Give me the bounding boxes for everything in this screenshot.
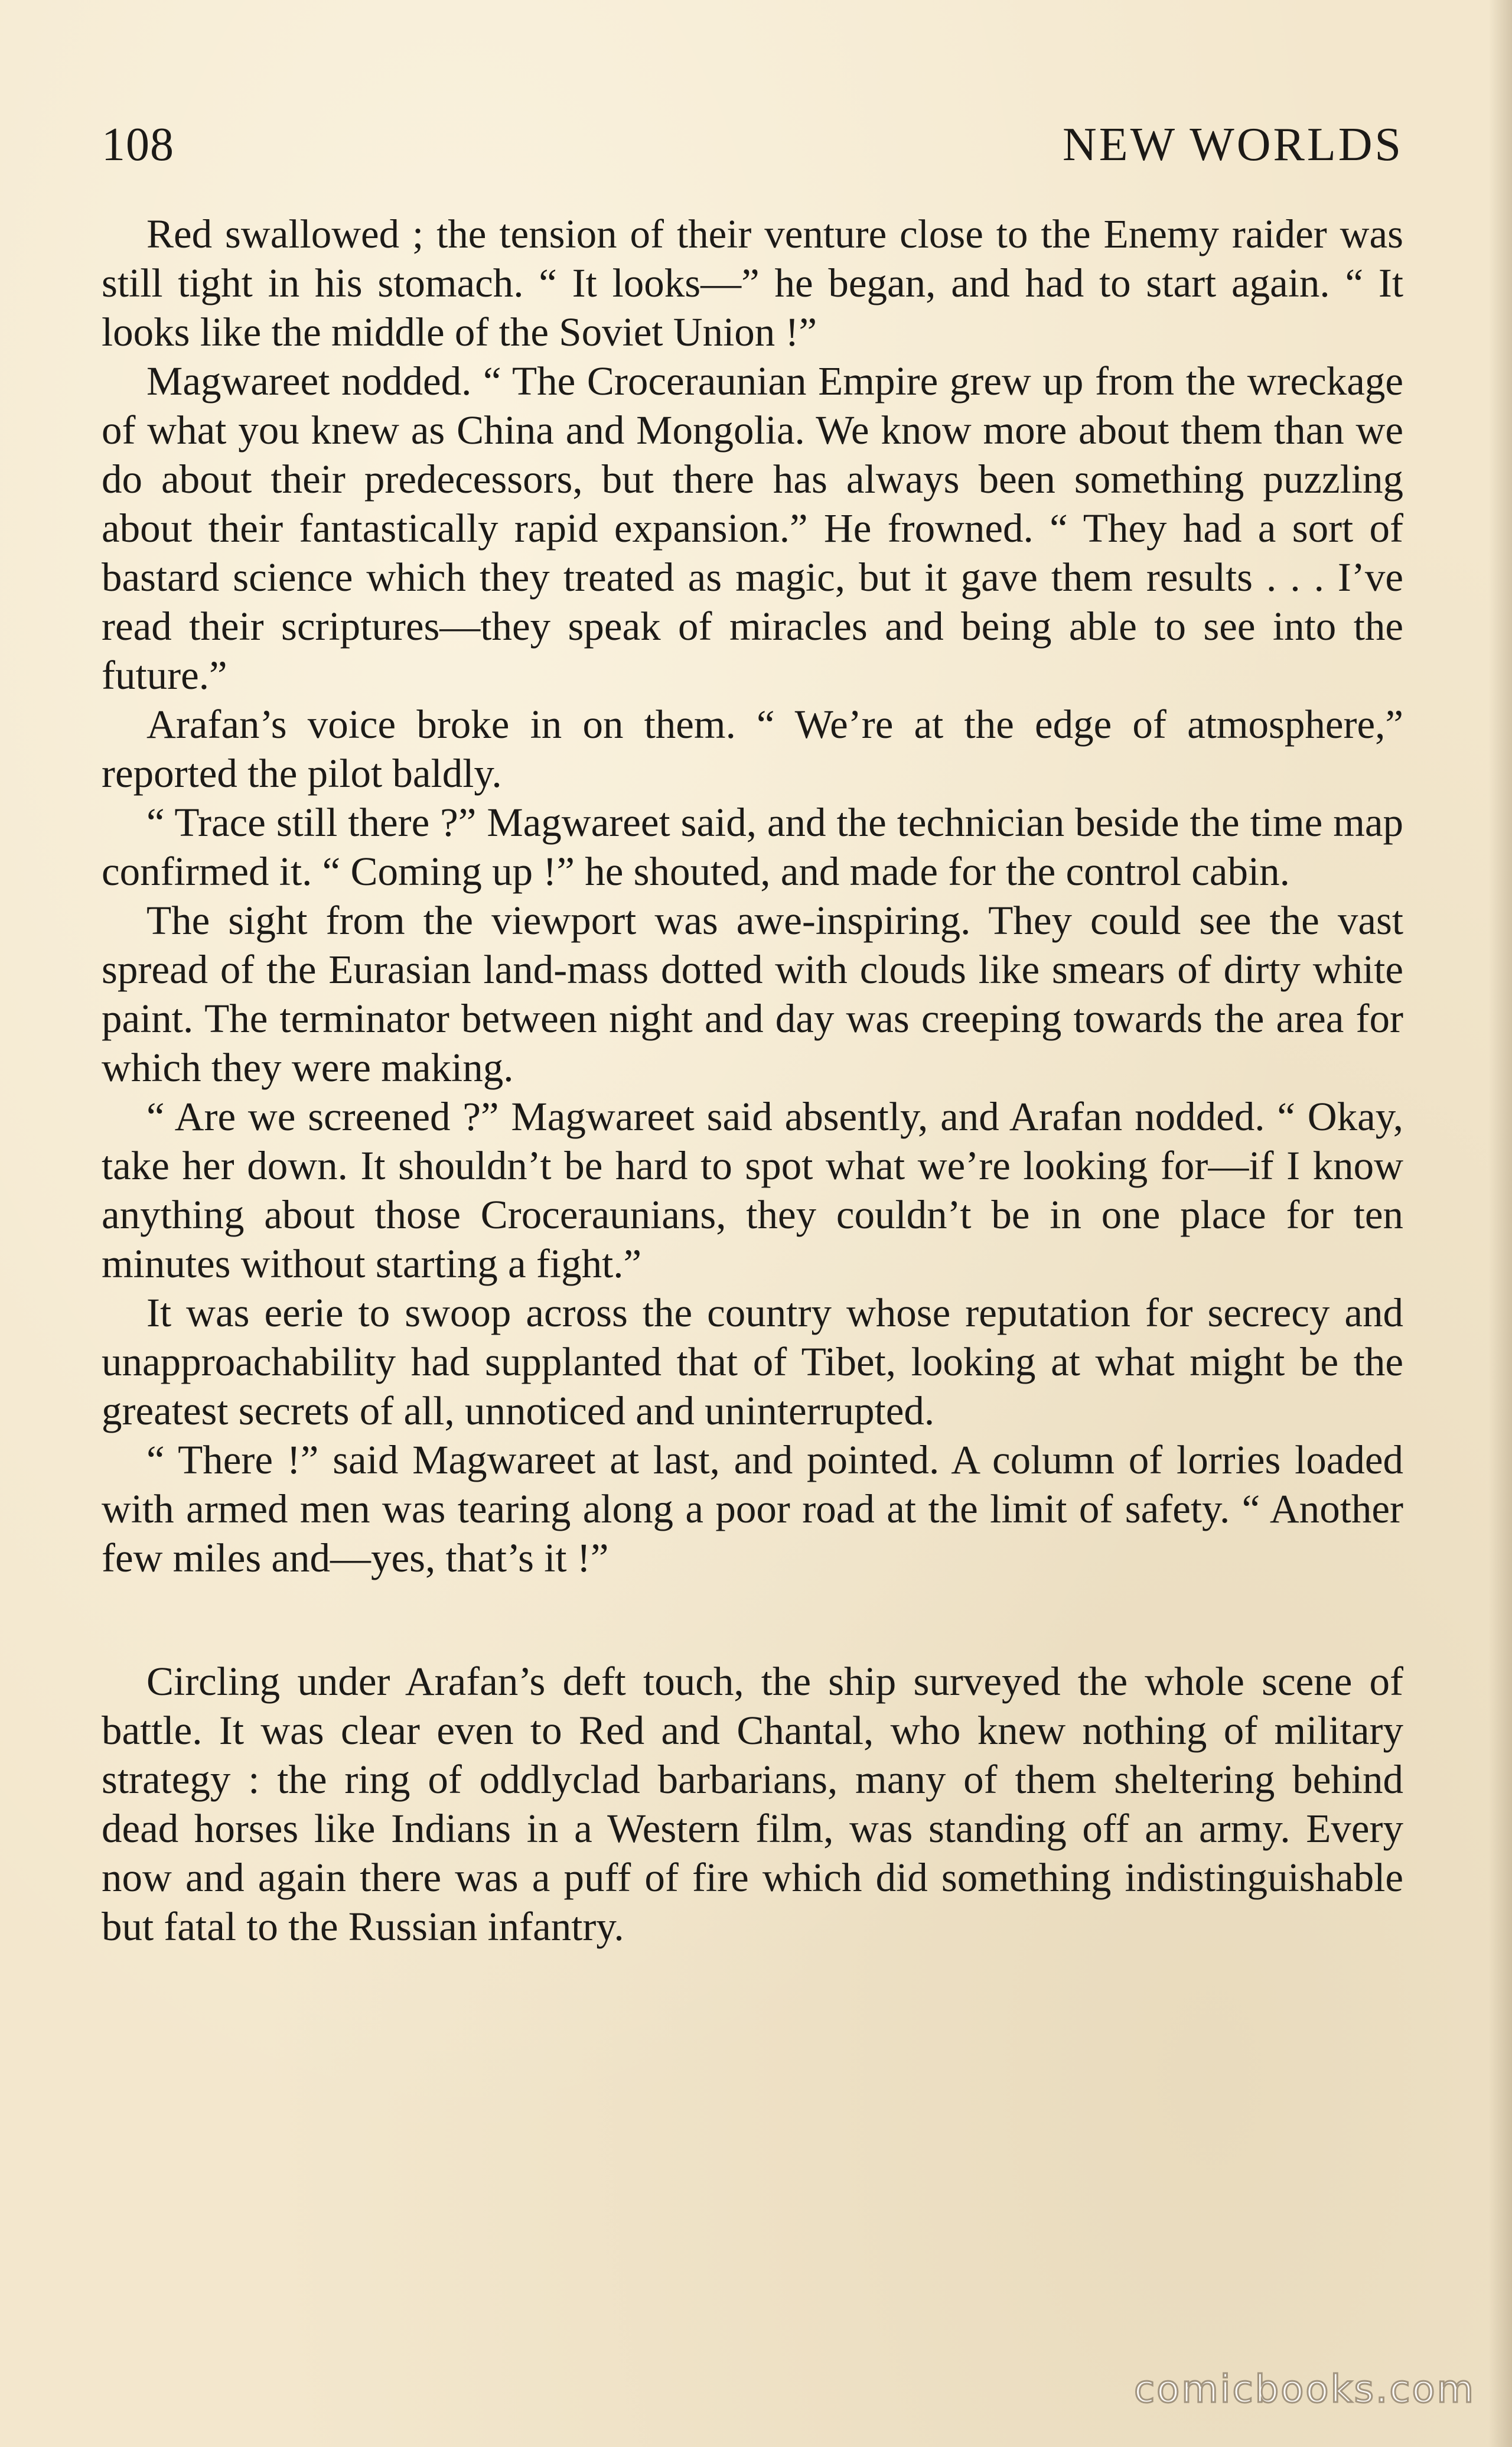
paragraph: “ There !” said Magwareet at last, and pointed. A column of lorries loaded with armed men was tearing along a poor road at the limit of safety. “ Another few miles and—yes, that’s it !” (102, 1437, 1403, 1580)
paragraph: Red swallowed ; the tension of their venture close to the Enemy raider was still tight in his stomach. “ It looks—” he began, and had to start again. “ It looks like the middle of the Soviet Union !” (102, 211, 1403, 354)
page-edge-shadow (1488, 0, 1512, 2447)
paragraph: Circling under Arafan’s deft touch, the ship surveyed the whole scene of battle. It was clear even to Red and Chantal, who knew nothing of military strategy : the ring of oddlyclad barbarians, many of them sheltering behind dead horses like Indians in a Western film, was standing off an army. Every now and again there was a puff of fire which did something indistinguishable but fatal to the Russian infantry. (102, 1659, 1403, 1949)
paragraph: Arafan’s voice broke in on them. “ We’re at the edge of atmosphere,” reported the pilot baldly. (102, 702, 1403, 796)
watermark: comicbooks.com (1133, 2368, 1475, 2412)
paragraph: Magwareet nodded. “ The Croceraunian Empire grew up from the wreckage of what you knew as China and Mongolia. We know more about them than we do about their predecessors, but there has always been something puzzling about their fantastically rapid expansion.” He frowned. “ They had a sort of bastard science which they treated as magic, but it gave them results . . . I’ve read their scriptures—they speak of miracles and being able to see into the future.” (102, 359, 1403, 698)
running-head (102, 112, 1403, 177)
journal-title: NEW WORLDS (1062, 118, 1403, 171)
page-number: 108 (102, 118, 174, 171)
section-break (102, 1583, 1403, 1657)
paragraph: The sight from the viewport was awe-inspiring. They could see the vast spread of the Eurasian land-mass dotted with clouds like smears of dirty white paint. The terminator between night and day was creeping towards the area for which they were making. (102, 898, 1403, 1090)
body-text (102, 210, 1403, 1951)
paragraph: “ Are we screened ?” Magwareet said absently, and Arafan nodded. “ Okay, take her down. It shouldn’t be hard to spot what we’re looking for—if I know anything about those Croceraunians, they couldn’t be in one place for ten minutes without starting a fight.” (102, 1094, 1403, 1286)
paragraph: “ Trace still there ?” Magwareet said, and the technician beside the time map confirmed it. “ Coming up !” he shouted, and made for the control cabin. (102, 800, 1403, 894)
paragraph: It was eerie to swoop across the country whose reputation for secrecy and unapproachability had supplanted that of Tibet, looking at what might be the greatest secrets of all, unnoticed and uninterrupted. (102, 1290, 1403, 1433)
